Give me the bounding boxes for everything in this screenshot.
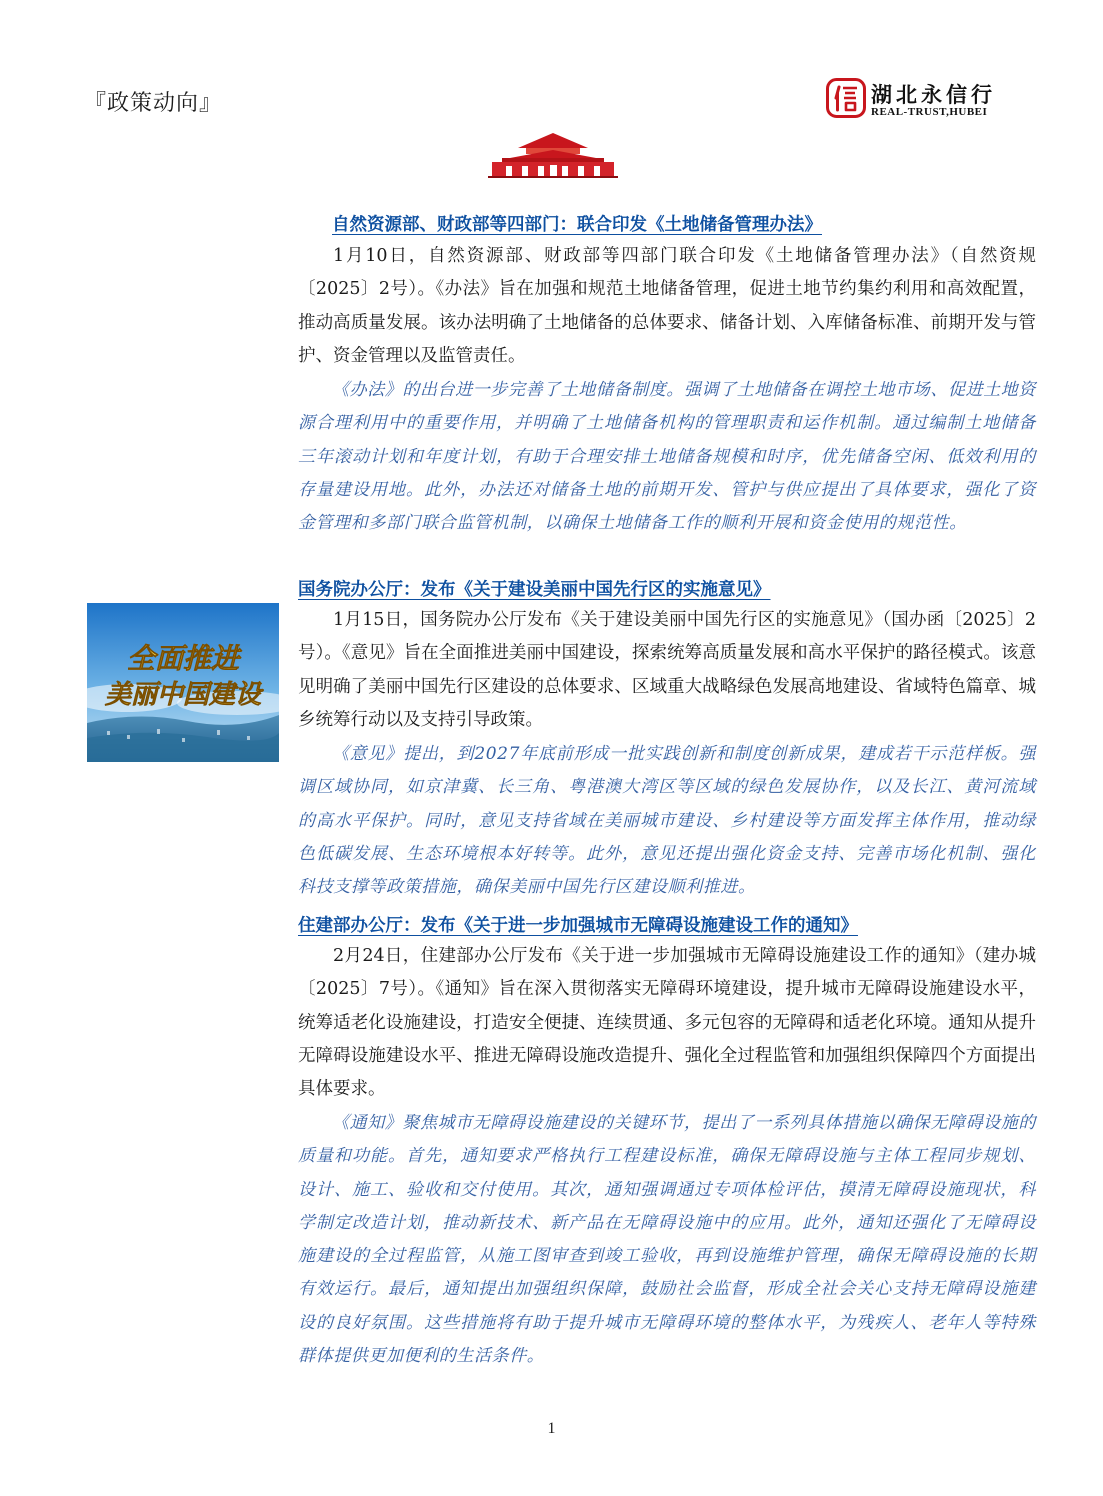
article-2-body: 1月15日，国务院办公厅发布《关于建设美丽中国先行区的实施意见》（国办函〔2025〕2号）。《意见》旨在全面推进美丽中国建设，探索统筹高质量发展和高水平保护的路径模式。该意见明确了美丽中国先行区建设的总体要求、区域重大战略绿色发展高地建设、省域特色篇章、城乡统筹行动以及支持引导政策。 [298,610,1036,730]
section-label: 『政策动向』 [84,91,223,116]
beautiful-china-image [87,603,279,762]
svg-text:美丽中国建设: 美丽中国建设 [104,680,262,710]
article-2-summary: 《意见》提出，到2027年底前形成一批实践创新和制度创新成果，建成若干示范样板。强调区域协同，如京津冀、长三角、粤港澳大湾区等区域的绿色发展协作，以及长江、黄河流域的高水平保护。同时，意见支持省域在美丽城市建设、乡村建设等方面发挥主体作用，推动绿色低碳发展、生态环境根本好转等。此外，意见还提出强化资金支持、完善市场化机制、强化科技支撑等政策措施，确保美丽中国先行区建设顺利推进。 [298,744,1036,898]
logo-chinese-name: 湖北永信行 [871,83,996,107]
tiananmen-gate-icon [488,128,618,178]
page-number: 1 [547,1420,556,1437]
article-3-body: 2月24日，住建部办公厅发布《关于进一步加强城市无障碍设施建设工作的通知》（建办城〔2025〕7号）。《通知》旨在深入贯彻落实无障碍环境建设，提升城市无障碍设施建设水平，统筹适老化设施建设，打造安全便捷、连续贯通、多元包容的无障碍和适老化环境。通知从提升无障碍设施建设水平、推进无障碍设施改造提升、强化全过程监管和加强组织保障四个方面提出具体要求。 [298,946,1036,1100]
article-1-body: 1月10日，自然资源部、财政部等四部门联合印发《土地储备管理办法》（自然资规〔2025〕2号）。《办法》旨在加强和规范土地储备管理，促进土地节约集约利用和高效配置，推动高质量发展。该办法明确了土地储备的总体要求、储备计划、入库储备标准、前期开发与管护、资金管理以及监管责任。 [298,246,1036,366]
seal-icon [826,78,866,118]
article-1-summary: 《办法》的出台进一步完善了土地储备制度。强调了土地储备在调控土地市场、促进土地资源合理利用中的重要作用，并明确了土地储备机构的管理职责和运作机制。通过编制土地储备三年滚动计划和年度计划，有助于合理安排土地储备规模和时序，优先储备空闲、低效利用的存量建设用地。此外，办法还对储备土地的前期开发、管护与供应提出了具体要求，强化了资金管理和多部门联合监管机制，以确保土地储备工作的顺利开展和资金使用的规范性。 [298,380,1036,534]
article-2-title: 国务院办公厅：发布《关于建设美丽中国先行区的实施意见》 [298,580,771,600]
article-1-title: 自然资源部、财政部等四部门：联合印发《土地储备管理办法》 [332,215,822,235]
article-3-title: 住建部办公厅：发布《关于进一步加强城市无障碍设施建设工作的通知》 [298,916,858,936]
company-logo [826,78,1026,124]
svg-text:全面推进: 全面推进 [126,642,240,675]
logo-english-name: REAL-TRUST,HUBEI [871,106,988,118]
article-3-summary: 《通知》聚焦城市无障碍设施建设的关键环节，提出了一系列具体措施以确保无障碍设施的质量和功能。首先，通知要求严格执行工程建设标准，确保无障碍设施与主体工程同步规划、设计、施工、验收和交付使用。其次，通知强调通过专项体检评估，摸清无障碍设施现状，科学制定改造计划，推动新技术、新产品在无障碍设施中的应用。此外，通知还强化了无障碍设施建设的全过程监管，从施工图审查到竣工验收，再到设施维护管理，确保无障碍设施的长期有效运行。最后，通知提出加强组织保障，鼓励社会监督，形成全社会关心支持无障碍设施建设的良好氛围。这些措施将有助于提升城市无障碍环境的整体水平，为残疾人、老年人等特殊群体提供更加便利的生活条件。 [298,1113,1036,1367]
